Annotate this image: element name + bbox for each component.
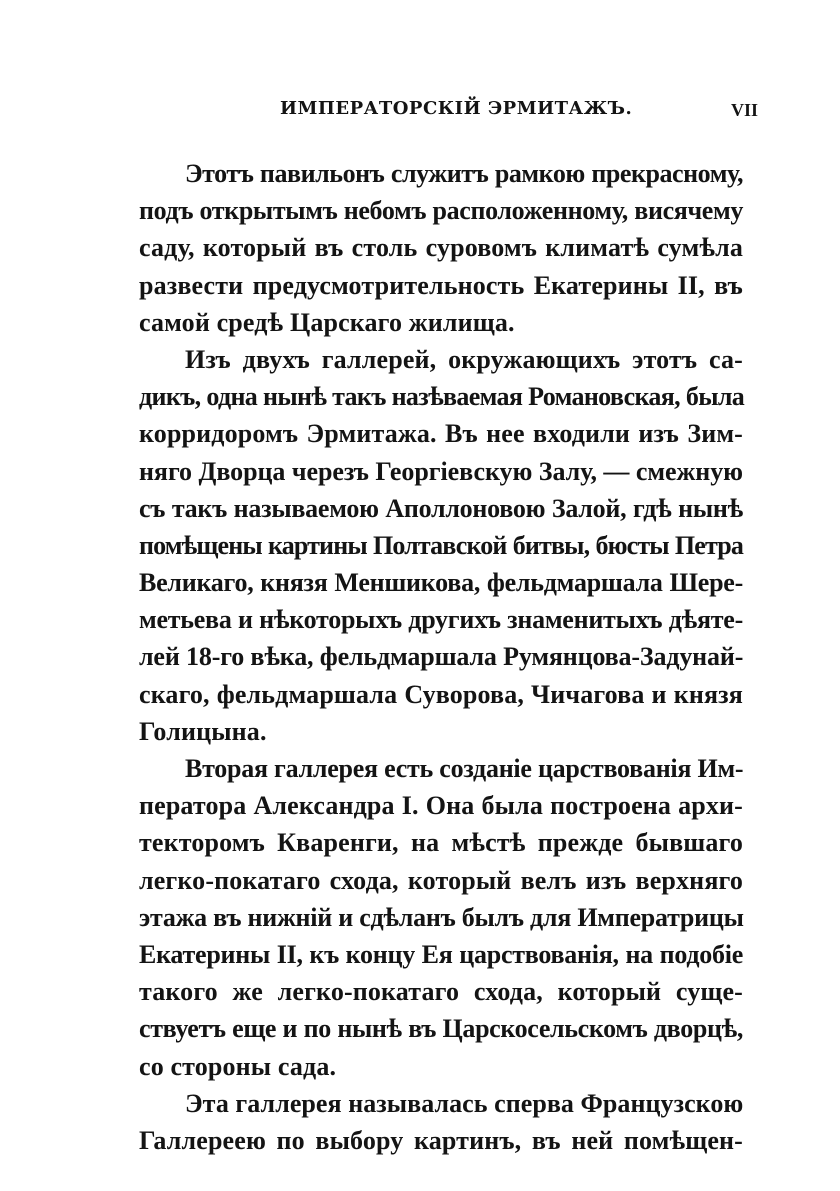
text-line: скаго, фельдмаршала Суворова, Чичагова и князя [139,679,743,709]
running-title: ИМПЕРАТОРСКІЙ ЭРМИТАЖЪ. [280,98,633,119]
paragraph-4 [139,1085,743,1159]
text-line: развести предусмотрительность Екатерины II, въ [139,270,743,300]
text-line: саду, который въ столь суровомъ климатѣ сумѣла [139,233,743,263]
text-line: няго Дворца черезъ Георгіевскую Залу, — смежную [139,456,743,486]
text-line: Великаго, князя Меншикова, фельдмаршала Шере- [139,568,743,598]
text-line: Голицына. [139,716,267,746]
text-line: со стороны сада. [139,1051,337,1081]
text-line: Галлереею по выбору картинъ, въ ней помѣщен- [139,1125,743,1155]
text-line: корридоромъ Эрмитажа. Въ нее входили изъ Зим- [139,419,743,449]
text-line: метьева и нѣкоторыхъ другихъ знаменитыхъ дѣяте- [139,605,743,635]
text-line: такого же легко-покатаго схода, который суще- [139,977,743,1007]
text-line: Изъ двухъ галлерей, окружающихъ этотъ са- [185,344,743,374]
body-text [139,155,743,1159]
paragraph-3 [139,750,743,1085]
paragraph-2 [139,341,743,750]
text-line: самой средѣ Царскаго жилища. [139,307,515,337]
text-line: ствуетъ еще и по нынѣ въ Царскосельскомъ дворцѣ, [139,1014,743,1044]
text-line: этажа въ нижній и сдѣланъ былъ для Императрицы [139,902,744,932]
text-line: съ такъ называемою Аполлоновою Залой, гдѣ нынѣ [139,493,743,523]
text-line: дикъ, одна нынѣ такъ назѣваемая Романовская, была [139,382,745,412]
text-line: Екатерины II, къ концу Ея царствованія, на подобіе [139,939,743,969]
text-line: Этотъ павильонъ служитъ рамкою прекрасному, [185,159,743,188]
text-line: легко-покатаго схода, который велъ изъ верхняго [139,865,743,895]
text-line: подъ открытымъ небомъ расположенному, висячему [139,196,743,226]
running-head [140,98,760,128]
text-line: лей 18-го вѣка, фельдмаршала Румянцова-Задунай- [139,642,744,672]
text-line: помѣщены картины Полтавской битвы, бюсты Петра [139,530,743,560]
text-line: Вторая галлерея есть созданіе царствованія Им- [185,754,744,783]
text-line: Эта галлерея называлась сперва Французскою [185,1088,744,1118]
text-line: текторомъ Кваренги, на мѣстѣ прежде бывшаго [139,828,743,858]
paragraph-1 [139,155,743,341]
text-line: ператора Александра I. Она была построена архи- [139,791,743,821]
page-number: VII [730,100,758,120]
